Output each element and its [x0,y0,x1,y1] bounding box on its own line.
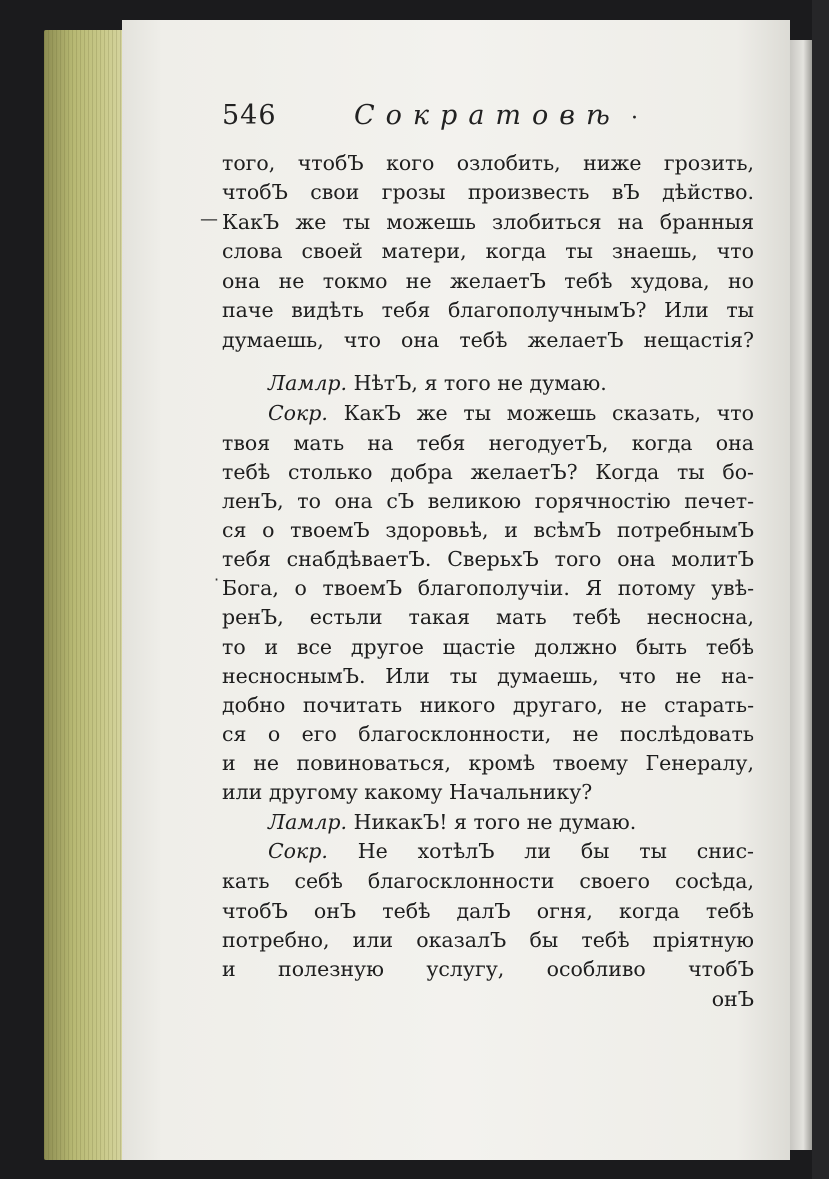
text-line: то и все другое щастіе должно быть тебѣ [222,635,754,659]
running-head: Сократовѣ [354,100,621,131]
dialogue-line [268,368,754,398]
text-line: КакЪ же ты можешь злобиться на бранныя [222,210,754,234]
next-page-edge [790,40,812,1150]
book-spine [812,0,829,1179]
text-line: ленЪ, то она сЪ великою горячностію печет- [222,489,754,513]
text-line: того, чтобЪ кого озлобить, ниже грозить, [222,151,754,175]
margin-dot-mark: · [214,570,220,589]
text-line: и полезную услугу, особливо чтобЪ [222,957,754,981]
dialogue-line [268,836,754,866]
speaker-name: Сокр. [268,401,328,425]
page-header [222,96,642,140]
header-ornament: · [631,106,638,131]
text-line: паче видѣть тебя благополучнымЪ? Или ты [222,298,754,322]
margin-dash-mark: — [200,209,218,230]
speech-text: НѣтЪ, я того не думаю. [353,371,607,395]
text-line: или другому какому Начальнику? [222,780,593,804]
text-line: Бога, о твоемЪ благополучіи. Я потому увѣ- [222,576,754,600]
text-line: ренЪ, естьли такая мать тебѣ несносна, [222,605,754,629]
speech-text: КакЪ же ты можешь сказать, что [343,401,754,425]
text-line: чтобЪ свои грозы произвесть вЪ дѣйство. [222,180,754,204]
speaker-name: Ламлр. [268,810,348,834]
text-line: добно почитать никого другаго, не старать- [222,693,754,717]
dialogue-line [268,398,754,428]
text-line: она не токмо не желаетЪ тебѣ худова, но [222,269,754,293]
text-line: кать себѣ благосклонности своего сосѣда, [222,869,754,893]
text-line: тебѣ столько добра желаетЪ? Когда ты бо- [222,460,754,484]
text-line: твоя мать на тебя негодуетЪ, когда она [222,431,754,455]
page-block-edges [44,30,128,1160]
dialogue-line [268,807,754,837]
text-line: и не повиноваться, кромѣ твоему Генералу, [222,751,754,775]
speech-text: Не хотѣлЪ ли бы ты снис- [357,839,754,863]
text-line: чтобЪ онЪ тебѣ далЪ огня, когда тебѣ [222,899,754,923]
speech-text: НикакЪ! я того не думаю. [353,810,637,834]
text-line: слова своей матери, когда ты знаешь, что [222,239,754,263]
text-line: несноснымЪ. Или ты думаешь, что не на- [222,664,754,688]
text-line: ся о твоемЪ здоровьѣ, и всѣмЪ потребнымЪ [222,518,754,542]
text-line: ся о его благосклонности, не послѣдовать [222,722,754,746]
speaker-name: Сокр. [268,839,328,863]
text-line: тебя снабдѣваетЪ. СверьхЪ того она молитЪ [222,547,754,571]
text-line: думаешь, что она тебѣ желаетЪ нещастія? [222,328,754,352]
speaker-name: Ламлр. [268,371,348,395]
page-number: 546 [222,100,277,131]
text-line: потребно, или оказалЪ бы тебѣ пріятную [222,928,754,952]
catchword: онЪ [711,987,754,1011]
